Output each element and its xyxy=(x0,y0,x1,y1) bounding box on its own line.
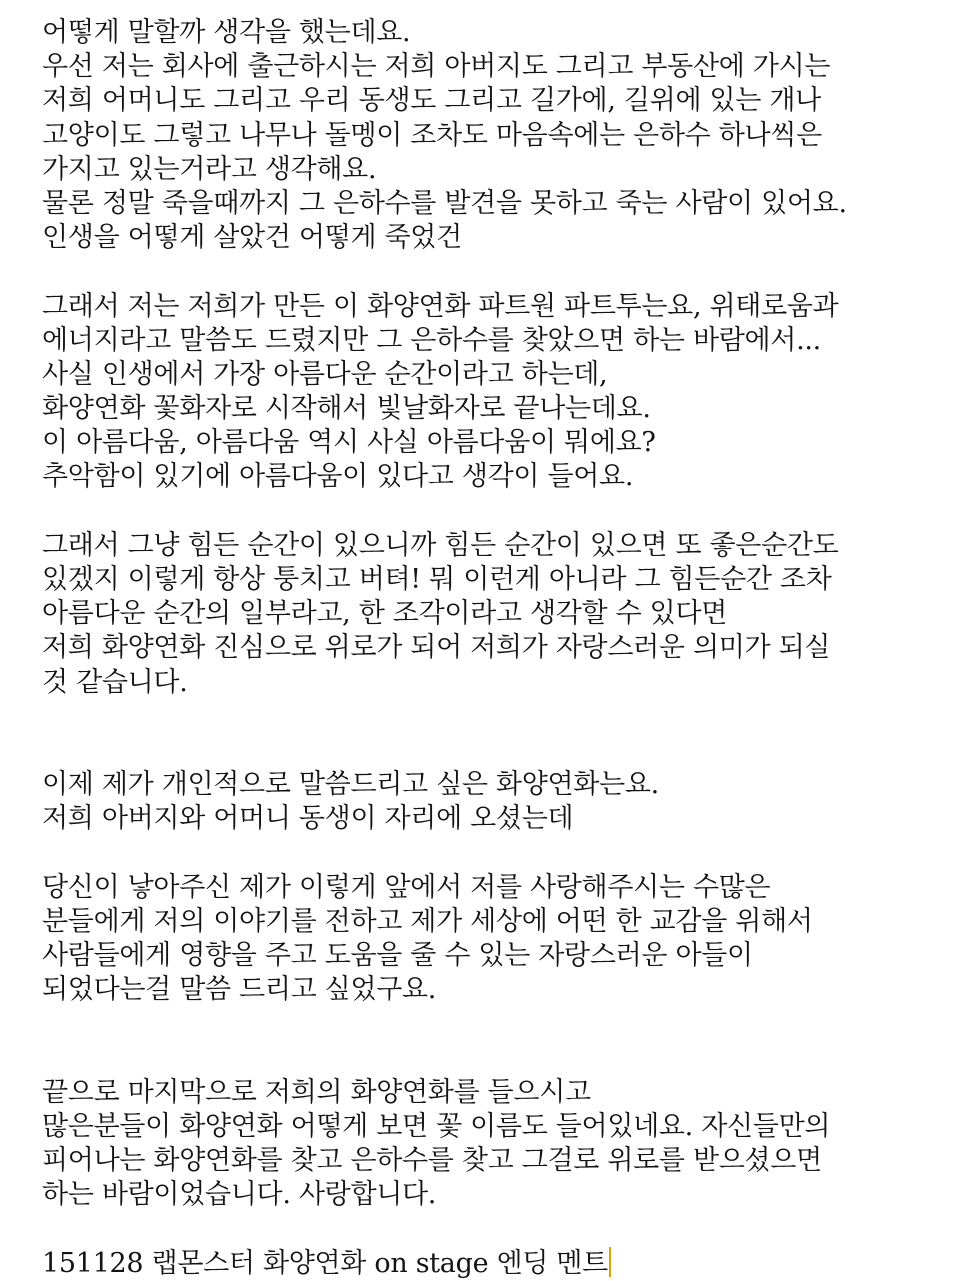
text-line: 이 아름다움, 아름다움 역시 사실 아름다움이 뭐에요? xyxy=(42,427,656,459)
text-line: 분들에게 저의 이야기를 전하고 제가 세상에 어떤 한 교감을 위해서 xyxy=(42,905,813,937)
text-line: 되었다는걸 말씀 드리고 싶었구요. xyxy=(42,974,437,1006)
blank-line xyxy=(42,255,942,289)
text-line: 그래서 저는 저희가 만든 이 화양연화 파트원 파트투는요, 위태로움과 xyxy=(42,290,839,322)
blank-line xyxy=(42,700,942,734)
text-line: 에너지라고 말씀도 드렸지만 그 은하수를 찾았으면 하는 바람에서... xyxy=(42,324,821,356)
text-line: 가지고 있는거라고 생각해요. xyxy=(42,153,377,185)
text-line: 있겠지 이렇게 항상 퉁치고 버텨! 뭐 이런게 아니라 그 힘든순간 조차 xyxy=(42,564,832,595)
text-line: 피어나는 화양연화를 찾고 은하수를 찾고 그걸로 위로를 받으셨으면 xyxy=(42,1145,822,1177)
text-line: 당신이 낳아주신 제가 이렇게 앞에서 저를 사랑해주시는 수많은 xyxy=(42,871,771,903)
text-line: 고양이도 그렇고 나무나 돌멩이 조차도 마음속에는 은하수 하나씩은 xyxy=(42,119,822,151)
blank-line xyxy=(42,1042,942,1076)
text-line: 인생을 어떻게 살았건 어떻게 죽었건 xyxy=(42,222,462,254)
blank-line xyxy=(42,1213,942,1247)
blank-line xyxy=(42,734,942,768)
text-line: 그래서 그냥 힘든 순간이 있으니까 힘든 순간이 있으면 또 좋은순간도 xyxy=(42,529,839,561)
blank-line xyxy=(42,837,942,871)
text-line: 저희 화양연화 진심으로 위로가 되어 저희가 자랑스러운 의미가 되실 xyxy=(42,632,831,664)
text-line: 끝으로 마지막으로 저희의 화양연화를 들으시고 xyxy=(42,1076,591,1108)
text-line: 물론 정말 죽을때까지 그 은하수를 발견을 못하고 죽는 사람이 있어요. xyxy=(42,187,847,219)
text-line: 것 같습니다. xyxy=(42,666,188,698)
text-line: 추악함이 있기에 아름다움이 있다고 생각이 들어요. xyxy=(42,461,634,493)
text-line: 사실 인생에서 가장 아름다운 순간이라고 하는데, xyxy=(42,358,608,390)
blank-line xyxy=(42,495,942,529)
text-line: 우선 저는 회사에 출근하시는 저희 아버지도 그리고 부동산에 가시는 xyxy=(42,51,831,83)
text-line: 사람들에게 영향을 주고 도움을 줄 수 있는 자랑스러운 아들이 xyxy=(42,940,753,972)
text-line: 저희 어머니도 그리고 우리 동생도 그리고 길가에, 길위에 있는 개나 xyxy=(42,85,821,117)
text-cursor xyxy=(609,1247,611,1277)
text-line: 아름다운 순간의 일부라고, 한 조각이라고 생각할 수 있다면 xyxy=(42,598,728,630)
text-line: 어떻게 말할까 생각을 했는데요. xyxy=(42,17,411,48)
text-line: 이제 제가 개인적으로 말씀드리고 싶은 화양연화는요. xyxy=(42,769,659,801)
document-body[interactable] xyxy=(42,16,942,1281)
text-line: 하는 바람이었습니다. 사랑합니다. xyxy=(42,1179,437,1211)
blank-line xyxy=(42,1007,942,1041)
text-line: 화양연화 꽃화자로 시작해서 빛날화자로 끝나는데요. xyxy=(42,393,651,425)
text-line: 151128 랩몬스터 화양연화 on stage 엔딩 멘트 xyxy=(42,1247,942,1281)
text-line: 많은분들이 화양연화 어떻게 보면 꽃 이름도 들어있네요. 자신들만의 xyxy=(42,1111,831,1142)
text-line: 저희 아버지와 어머니 동생이 자리에 오셨는데 xyxy=(42,803,574,835)
